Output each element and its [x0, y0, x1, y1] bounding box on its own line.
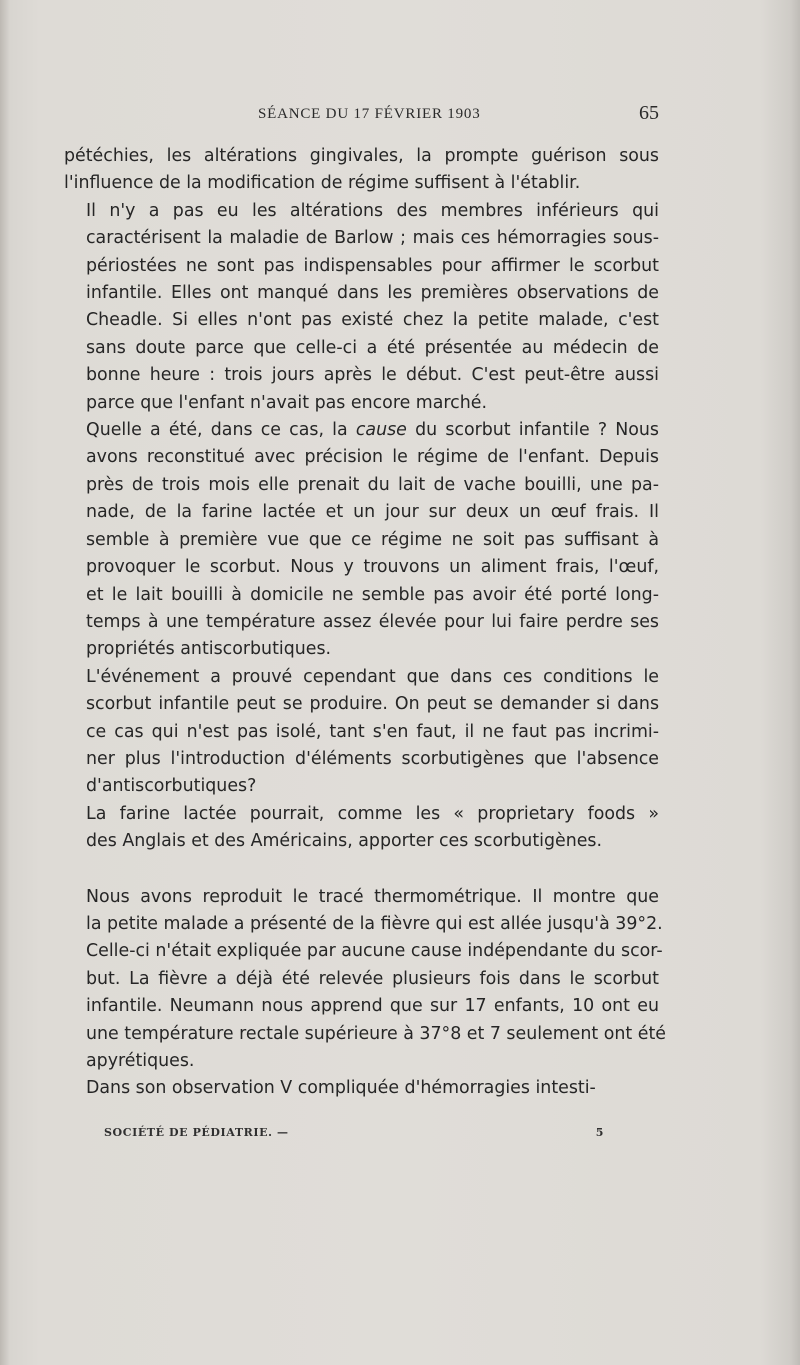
- text-line: ner plus l'introduction d'éléments scorbutigènes que l'absence: [86, 748, 659, 769]
- section-gap: [64, 856, 659, 884]
- text-line: bonne heure : trois jours après le début. C'est peut-être aussi: [86, 365, 659, 386]
- text-line: Dans son observation V compliquée d'hémorragies intesti-: [86, 1078, 596, 1099]
- text-line: d'antiscorbutiques?: [86, 776, 257, 797]
- text-line: provoquer le scorbut. Nous y trouvons un aliment frais, l'œuf,: [86, 557, 659, 578]
- paragraph-group-2: [64, 884, 666, 1103]
- text-line: pétéchies, les altérations gingivales, la prompte guérison sous: [64, 146, 659, 166]
- paragraph-group-1: [64, 143, 659, 856]
- paragraph: [64, 143, 659, 198]
- text-line: Cheadle. Si elles n'ont pas existé chez la petite malade, c'est: [86, 310, 659, 331]
- paragraph: [64, 664, 659, 801]
- text-line: Nous avons reproduit le tracé thermométrique. Il montre que: [86, 886, 659, 907]
- text-line: des Anglais et des Américains, apporter ces scorbutigènes.: [86, 831, 603, 852]
- running-head: SÉANCE DU 17 FÉVRIER 1903: [258, 106, 481, 122]
- text-line: nade, de la farine lactée et un jour sur deux un œuf frais. Il: [86, 502, 659, 523]
- paragraph: [64, 1075, 659, 1102]
- text-line: une température rectale supérieure à 37°8 et 7 seulement ont été: [86, 1023, 666, 1044]
- paragraph: [64, 198, 659, 417]
- text-line: temps à une température assez élevée pour lui faire perdre ses: [86, 611, 659, 632]
- text-line: L'événement a prouvé cependant que dans ces conditions le: [86, 666, 659, 687]
- text-line: but. La fièvre a déjà été relevée plusieurs fois dans le scorbut: [86, 968, 659, 989]
- text-line: périostées ne sont pas indispensables pour affirmer le scorbut: [86, 255, 659, 276]
- text-line: ce cas qui n'est pas isolé, tant s'en faut, il ne faut pas incrimi-: [86, 721, 659, 742]
- emphasis: cause: [355, 420, 407, 441]
- text-line: Il n'y a pas eu les altérations des membres inférieurs qui: [86, 200, 659, 221]
- paragraph: [64, 417, 659, 664]
- page-header: [64, 104, 659, 132]
- text-line: sans doute parce que celle-ci a été présentée au médecin de: [86, 337, 659, 358]
- page-footer: [104, 1126, 604, 1139]
- text-line: infantile. Neumann nous apprend que sur 17 enfants, 10 ont eu: [86, 996, 659, 1017]
- page-number: 65: [639, 102, 659, 124]
- text-line: semble à première vue que ce régime ne soit pas suffisant à: [86, 529, 659, 550]
- signature-label: SOCIÉTÉ DE PÉDIATRIE. —: [104, 1126, 289, 1139]
- text-line: caractérisent la maladie de Barlow ; mais ces hémorragies sous-: [86, 228, 659, 249]
- text-line: la petite malade a présenté de la fièvre qui est allée jusqu'à 39°2.: [86, 913, 663, 934]
- text-line: l'influence de la modification de régime suffisent à l'établir.: [64, 173, 581, 194]
- signature-number: 5: [595, 1126, 604, 1139]
- text-line: parce que l'enfant n'avait pas encore marché.: [86, 392, 487, 413]
- paragraph: [64, 801, 659, 856]
- text-line: scorbut infantile peut se produire. On peut se demander si dans: [86, 694, 659, 715]
- text-line: et le lait bouilli à domicile ne semble pas avoir été porté long-: [86, 584, 659, 605]
- text-line: près de trois mois elle prenait du lait de vache bouilli, une pa-: [86, 474, 659, 495]
- text-line: apyrétiques.: [86, 1051, 195, 1071]
- text-line: La farine lactée pourrait, comme les « proprietary foods »: [86, 803, 659, 824]
- body-text: [64, 143, 666, 1103]
- text-line: avons reconstitué avec précision le régime de l'enfant. Depuis: [86, 447, 659, 468]
- text-line: infantile. Elles ont manqué dans les premières observations de: [86, 283, 659, 304]
- paragraph: [64, 884, 666, 1076]
- text-line: propriétés antiscorbutiques.: [86, 639, 332, 660]
- text-line: Quelle a été, dans ce cas, la cause du scorbut infantile ? Nous: [86, 420, 659, 441]
- text-line: Celle-ci n'était expliquée par aucune cause indépendante du scor-: [86, 941, 663, 962]
